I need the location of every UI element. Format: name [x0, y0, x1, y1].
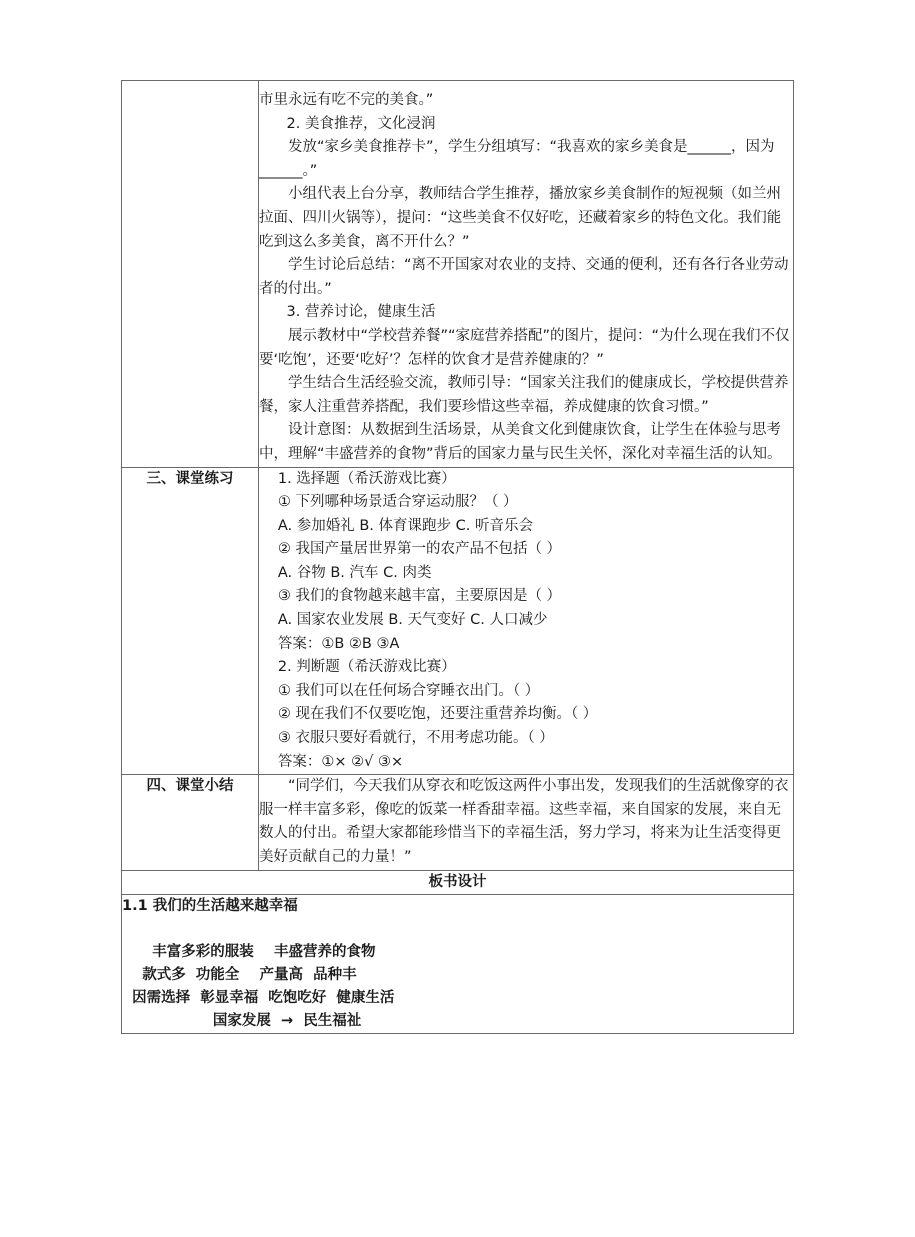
board-line: 因需选择 彰显幸福 吃饱吃好 健康生活: [122, 989, 395, 1006]
board-title-row: [122, 870, 794, 895]
practice-content: [259, 467, 794, 775]
section-heading: 2. 美食推荐，文化浸润: [286, 115, 436, 132]
question-line: ① 下列哪种场景适合穿运动服？（ ）: [277, 494, 518, 511]
answer-line: 答案：①× ②√ ③×: [277, 753, 404, 770]
question-line: ③ 我们的食物越来越丰富，主要原因是（ ）: [277, 588, 562, 605]
activity-paragraph: 学生讨论后总结：“离不开国家对农业的支持、交通的便利，还有各行各业劳动者的付出。”: [259, 257, 789, 297]
question-heading: 1. 选择题（希沃游戏比赛）: [277, 470, 456, 487]
activity-content: [259, 81, 794, 468]
summary-label: 四、课堂小结: [122, 775, 259, 870]
answer-line: 答案：①B ②B ③A: [277, 635, 400, 652]
board-line: 丰富多彩的服装 丰盛营养的食物: [122, 943, 376, 960]
board-line: 国家发展 → 民生福祉: [122, 1012, 362, 1029]
design-intent-paragraph: 设计意图：从数据到生活场景，从美食文化到健康饮食，让学生在体验与思考中，理解“丰盛营养的食物”背后的国家力量与民生关怀，深化对幸福生活的认知。: [259, 422, 782, 462]
activity-paragraph: 展示教材中“学校营养餐”“家庭营养搭配”的图片，提问：“为什么现在我们不仅要‘吃饱’，还要‘吃好’？怎样的饮食才是营养健康的？”: [259, 327, 790, 368]
board-body-row: [122, 895, 794, 1034]
board-line: 款式多 功能全 产量高 品种丰: [122, 966, 357, 983]
question-line: ② 我国产量居世界第一的农产品不包括（ ）: [277, 541, 562, 558]
board-heading: 1.1 我们的生活越来越幸福: [122, 898, 298, 915]
activity-row: [122, 81, 794, 468]
question-options: A. 谷物 B. 汽车 C. 肉类: [277, 564, 432, 581]
summary-text: “同学们，今天我们从穿衣和吃饭这两件小事出发，发现我们的生活就像穿的衣服一样丰富多彩，像吃的饭菜一样香甜幸福。这些幸福，来自国家的发展，来自无数人的付出。希望大家都能珍惜当下的幸福生活，努力学习，将来为让生活变得更美好贡献自己的力量！”: [259, 778, 789, 865]
practice-row: [122, 467, 794, 775]
question-line: ③ 衣服只要好看就行，不用考虑功能。（ ）: [277, 730, 554, 747]
activity-label-cell: [122, 81, 259, 468]
board-title: 板书设计: [122, 870, 794, 895]
practice-label: 三、课堂练习: [122, 467, 259, 775]
section-heading: 3. 营养讨论，健康生活: [286, 304, 436, 321]
summary-content: [259, 775, 794, 870]
board-content: [122, 895, 794, 1034]
question-line: ① 我们可以在任何场合穿睡衣出门。（ ）: [277, 682, 540, 699]
activity-paragraph: 市里永远有吃不完的美食。”: [259, 92, 434, 108]
question-heading: 2. 判断题（希沃游戏比赛）: [277, 659, 456, 676]
summary-row: [122, 775, 794, 870]
question-line: ② 现在我们不仅要吃饱，还要注重营养均衡。（ ）: [277, 706, 598, 723]
question-options: A. 国家农业发展 B. 天气变好 C. 人口减少: [277, 612, 548, 629]
question-options: A. 参加婚礼 B. 体育课跑步 C. 听音乐会: [277, 517, 533, 534]
lesson-plan-table: [121, 80, 794, 1034]
activity-paragraph: 学生结合生活经验交流，教师引导：“国家关注我们的健康成长，学校提供营养餐，家人注重营养搭配，我们要珍惜这些幸福，养成健康的饮食习惯。”: [259, 375, 789, 415]
activity-paragraph: 发放“家乡美食推荐卡”，学生分组填写：“我喜欢的家乡美食是______，因为______。”: [259, 139, 775, 179]
activity-paragraph: 小组代表上台分享，教师结合学生推荐，播放家乡美食制作的短视频（如兰州拉面、四川火锅等），提问：“这些美食不仅好吃，还藏着家乡的特色文化。我们能吃到这么多美食，离不开什么？”: [259, 186, 782, 250]
